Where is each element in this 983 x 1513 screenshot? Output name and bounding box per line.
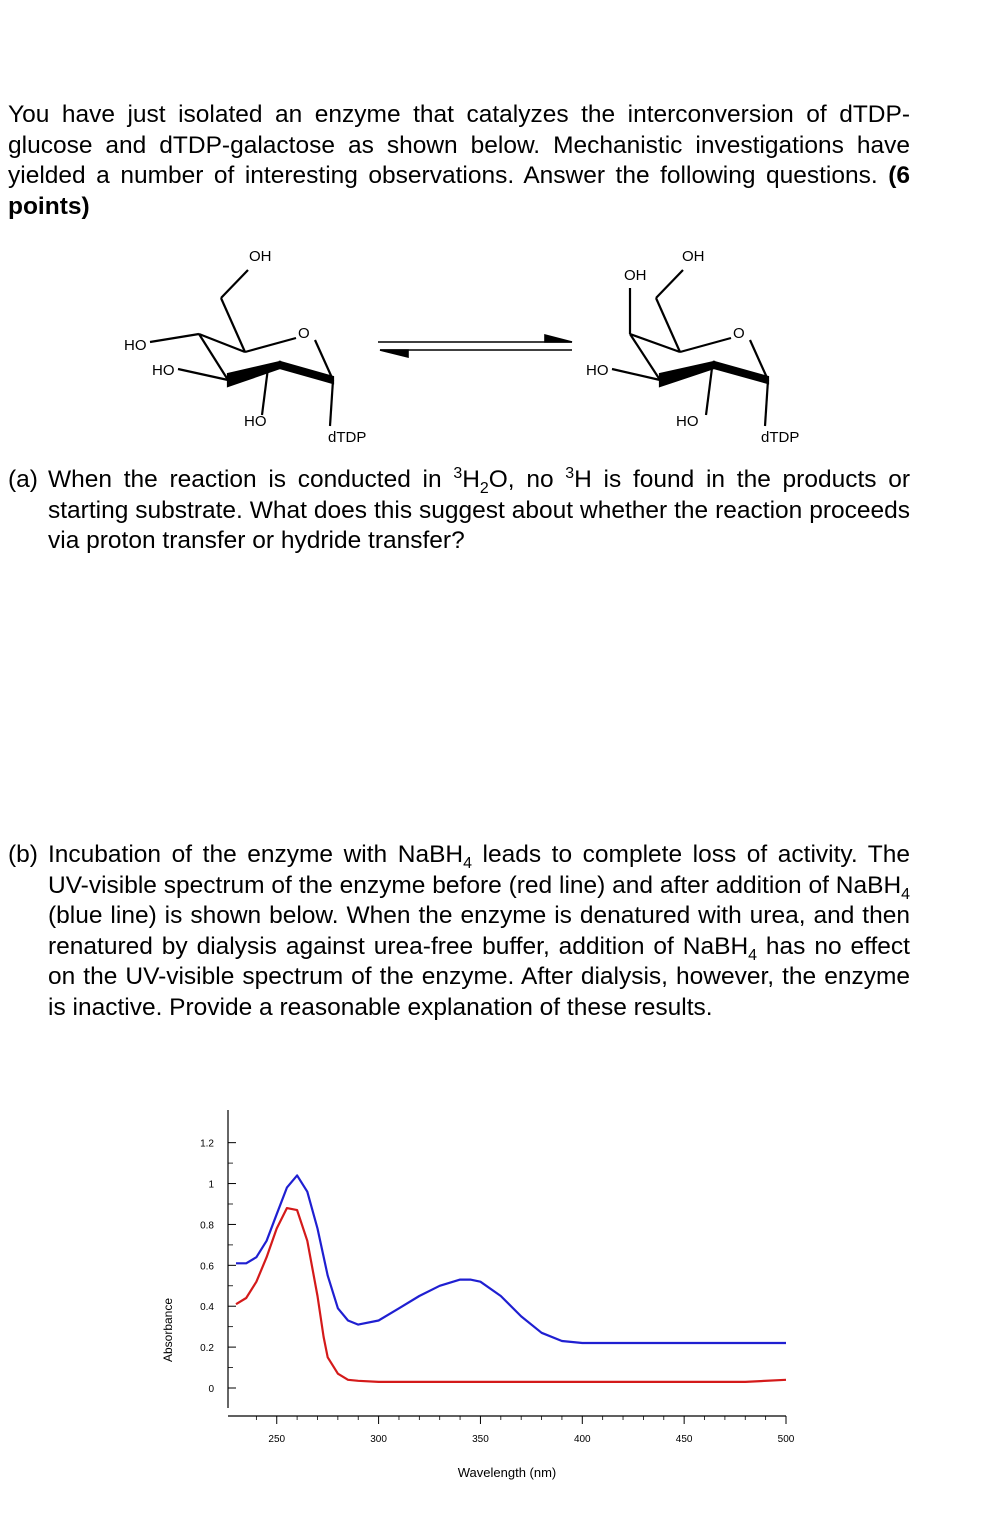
question-a-text: H (462, 466, 480, 493)
chart-series (236, 1175, 786, 1382)
y-tick-label: 0.2 (200, 1343, 214, 1355)
x-axis-label: Wavelength (nm) (457, 1465, 557, 1480)
x-tick-label: 250 (268, 1434, 286, 1445)
glucose-ring-o: O (298, 325, 310, 342)
equilibrium-arrow (378, 335, 572, 357)
nabh4-subscript: 4 (748, 946, 757, 964)
galactose-ring-o: O (733, 325, 745, 342)
question-a (8, 465, 910, 557)
glucose-ho-inner: HO (152, 362, 175, 379)
question-a-text: When the reaction is conducted in (48, 466, 454, 493)
question-b-text: leads to complete loss of activity. The UV-visible spectrum of the enzyme before (red line) and after addition of NaBH (48, 841, 911, 899)
chart-axes (200, 1110, 795, 1445)
glucose-ho-outer: HO (124, 337, 147, 354)
question-b-text: has no effect on the UV-visible spectrum of the enzyme. After dialysis, however, the enzyme is inactive. Provide a reasonable explanation of these results. (48, 932, 910, 1021)
y-tick-label: 0 (208, 1384, 214, 1395)
x-tick-label: 350 (472, 1434, 489, 1445)
x-tick-label: 300 (370, 1434, 387, 1445)
galactose-ho-inner: HO (586, 362, 609, 379)
question-a-label: (a) (8, 466, 38, 493)
x-tick-label: 400 (573, 1434, 591, 1445)
points-label: (6 points) (8, 162, 910, 220)
galactose-ho-bottom: HO (676, 413, 699, 430)
y-tick-label: 1 (208, 1179, 214, 1191)
question-b-text: (blue line) is shown below. When the enzyme is denatured with urea, and then renatured by dialysis against urea-free buffer, addition of NaBH (48, 902, 910, 960)
glucose-ho-bottom: HO (244, 413, 267, 430)
series-line-blue (236, 1175, 786, 1343)
y-tick-label: 0.4 (200, 1302, 214, 1314)
tritium-superscript: 3 (453, 464, 463, 482)
nabh4-subscript: 4 (463, 854, 472, 872)
question-a-text: O, no (488, 466, 566, 493)
glucose-structure (150, 270, 333, 426)
reaction-scheme (0, 240, 983, 450)
y-tick-label: 1.2 (200, 1138, 214, 1150)
intro-text: You have just isolated an enzyme that catalyzes the interconversion of dTDP-glucose and dTDP-galactose as shown below. Mechanistic investigations have yielded a number of interesting observations. Answer the following questions. (8, 101, 910, 189)
y-axis-label: Absorbance (161, 1297, 175, 1363)
glucose-oh-top: OH (249, 248, 272, 265)
galactose-oh-axial: OH (624, 267, 647, 284)
y-tick-label: 0.8 (200, 1220, 214, 1232)
x-tick-label: 450 (675, 1434, 693, 1445)
tritium-superscript: 3 (565, 464, 575, 482)
uv-vis-spectrum-chart (0, 1080, 983, 1500)
nabh4-subscript: 4 (901, 885, 910, 903)
galactose-oh-top: OH (682, 248, 705, 265)
water-subscript: 2 (479, 479, 489, 497)
galactose-dtdp: dTDP (761, 429, 800, 446)
question-a-text: H is found in the products or starting substrate. What does this suggest about whether the reaction proceeds via proton transfer or hydride transfer? (48, 466, 911, 554)
intro-paragraph (8, 100, 910, 222)
question-b (8, 840, 910, 1023)
y-tick-label: 0.6 (200, 1261, 214, 1273)
galactose-structure (612, 270, 768, 426)
glucose-dtdp: dTDP (328, 429, 367, 446)
x-tick-label: 500 (777, 1434, 795, 1445)
question-b-label: (b) (8, 841, 38, 868)
question-b-text: Incubation of the enzyme with NaBH (48, 841, 464, 868)
